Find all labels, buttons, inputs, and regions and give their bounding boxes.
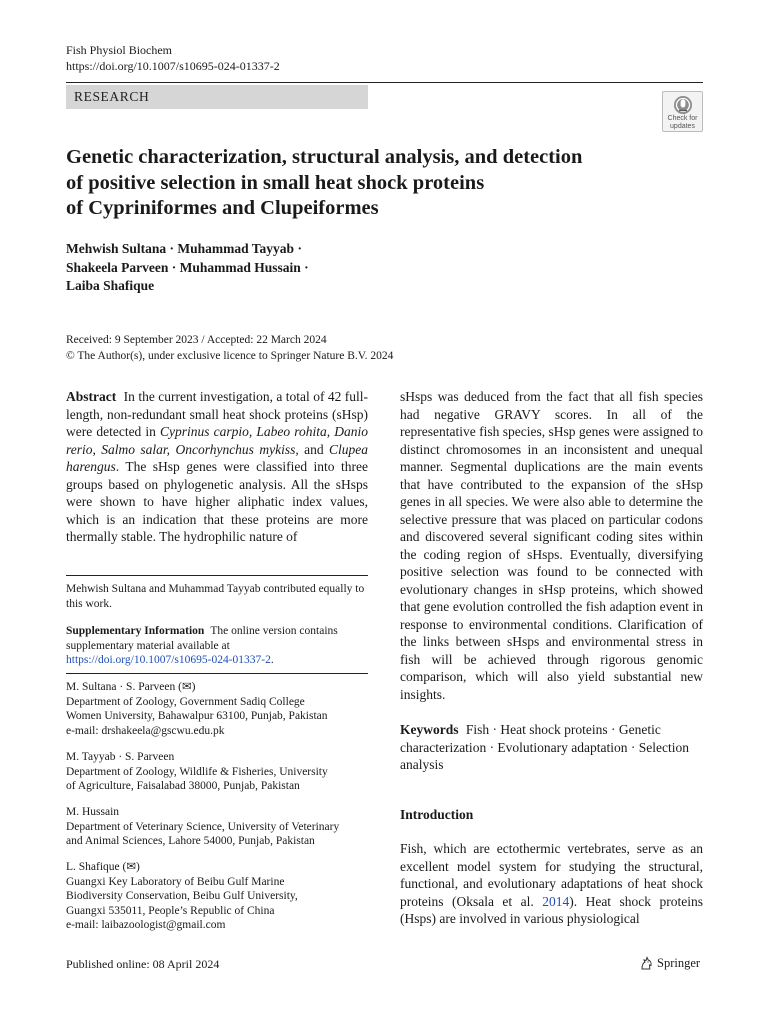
supplementary-text: The online version contains supplementary material available at	[66, 625, 338, 652]
author-line: Mehwish Sultana · Muhammad Tayyab ·	[66, 241, 302, 256]
received-accepted: Received: 9 September 2023 / Accepted: 22 March 2024	[66, 334, 327, 346]
article-title	[66, 145, 666, 222]
affiliation-line: Department of Zoology, Government Sadiq College	[66, 695, 305, 708]
header-rule	[66, 82, 703, 83]
introduction-heading: Introduction	[400, 807, 474, 822]
right-column	[400, 388, 703, 774]
left-column	[66, 388, 368, 546]
springer-horse-icon	[640, 956, 653, 970]
publisher-name: Springer	[657, 956, 701, 970]
affiliation-block	[66, 750, 368, 794]
affiliation-line: Department of Veterinary Science, University of Veterinary	[66, 820, 340, 833]
abstract-species: Clupea harengus	[66, 441, 368, 474]
affiliation-line: Department of Zoology, Wildlife & Fisheries, University	[66, 765, 328, 778]
keywords-heading: Keywords	[400, 722, 459, 737]
author-line: Laiba Shafique	[66, 278, 155, 293]
introduction-body: ). Heat shock proteins (Hsps) are involved in various physiological	[400, 893, 703, 926]
affiliation-block	[66, 680, 368, 738]
supplementary-info	[66, 624, 368, 668]
affiliation-line: and Animal Sciences, Lahore 54000, Punjab, Pakistan	[66, 835, 315, 847]
footnote-rule	[66, 673, 368, 674]
affiliation-names: L. Shafique (✉)	[66, 861, 140, 873]
author-list	[66, 240, 466, 296]
affiliation-block	[66, 860, 368, 933]
supplementary-heading: Supplementary Information	[66, 625, 205, 637]
affiliation-line: Guangxi Key Laboratory of Beibu Gulf Marine	[66, 875, 285, 888]
check-updates-button[interactable]	[662, 91, 703, 132]
title-line: of Cypriniformes and Clupeiformes	[66, 197, 379, 219]
keywords	[400, 721, 703, 774]
footnote-rule	[66, 575, 368, 576]
journal-header	[66, 42, 280, 74]
abstract-left	[66, 388, 368, 546]
journal-doi[interactable]: https://doi.org/10.1007/s10695-024-01337-2	[66, 59, 280, 73]
affiliation-email[interactable]: e-mail: laibazoologist@gmail.com	[66, 919, 226, 931]
abstract-species: Cyprinus carpio, Labeo rohita, Danio rerio, Salmo salar, Oncorhynchus mykiss,	[66, 424, 368, 457]
author-line: Shakeela Parveen · Muhammad Hussain ·	[66, 259, 309, 275]
copyright-line: © The Author(s), under exclusive licence to Springer Nature B.V. 2024	[66, 349, 394, 362]
abstract-right: sHsps was deduced from the fact that all fish species had negative GRAVY scores. In all of the representative fish species, sHsp genes were assigned to distinct chromosomes in an inconsistent and unequal manner. Segmental duplications are the main events that have contributed to the expansion of the sHsp genes in all species. We were also able to determine the selective pressure that was placed on particular codons and discovered several significant coding sites within the coding region of sHsps. Eventually, diversifying positive selection was found to be connected with evolutionary changes in sHsp proteins, which showed that gene evolution controlled the fish adaption event in response to environmental conditions. Clarification of the links between sHsps and environmental stress in fish will be achieved through rigorous genomic comparison, which will also yield substantial new insights.	[400, 389, 703, 702]
supplementary-end: .	[270, 654, 274, 666]
article-dates	[66, 333, 566, 364]
title-line: of positive selection in small heat shock proteins	[66, 171, 485, 194]
introduction-text	[400, 840, 703, 928]
equal-contribution-note: Mehwish Sultana and Muhammad Tayyab contributed equally to this work.	[66, 583, 365, 610]
abstract-text: . The sHsp genes were classified into three groups based on phylogenetic analysis. All the sHsps were shown to have higher aliphatic index values, which is an indication that these proteins are more thermally stable. The hydrophilic nature of	[66, 459, 368, 544]
abstract-text: and	[298, 441, 329, 457]
check-updates-label-2: updates	[670, 122, 695, 130]
supplementary-link[interactable]: https://doi.org/10.1007/s10695-024-01337-2	[66, 654, 271, 666]
abstract-text: In the current investigation, a total of 42 full-length, non-redundant small heat shock proteins (sHsp) were detected in	[66, 389, 369, 439]
publisher-logo	[640, 955, 700, 971]
article-type-banner: RESEARCH	[66, 85, 368, 109]
journal-name: Fish Physiol Biochem	[66, 43, 173, 57]
introduction-body: Fish, which are ectothermic vertebrates, serve as an excellent model system for studying the structural, functional, and evolutionary adaptations of heat shock proteins (Oksala et al.	[400, 841, 703, 909]
affiliation-line: Guangxi 535011, People’s Republic of China	[66, 904, 275, 917]
keywords-text: Fish · Heat shock proteins · Genetic characterization · Evolutionary adaptation · Selection analysis	[400, 722, 690, 772]
check-updates-label-1: Check for	[667, 115, 698, 122]
affiliation-names: M. Hussain	[66, 806, 120, 818]
affiliation-line: Biodiversity Conservation, Beibu Gulf University,	[66, 890, 298, 902]
check-updates-icon	[673, 95, 693, 115]
citation-link[interactable]: 2014	[542, 893, 570, 909]
abstract-heading: Abstract	[66, 389, 117, 404]
affiliation-line: of Agriculture, Faisalabad 38000, Punjab, Pakistan	[66, 780, 300, 792]
title-line: Genetic characterization, structural analysis, and detection	[66, 146, 583, 168]
affiliation-names: M. Tayyab · S. Parveen	[66, 751, 175, 763]
published-online: Published online: 08 April 2024	[66, 957, 220, 971]
affiliation-email[interactable]: e-mail: drshakeela@gscwu.edu.pk	[66, 724, 225, 737]
affiliation-block	[66, 805, 368, 849]
affiliation-line: Women University, Bahawalpur 63100, Punjab, Pakistan	[66, 710, 328, 722]
affiliation-names: M. Sultana · S. Parveen (✉)	[66, 681, 196, 693]
